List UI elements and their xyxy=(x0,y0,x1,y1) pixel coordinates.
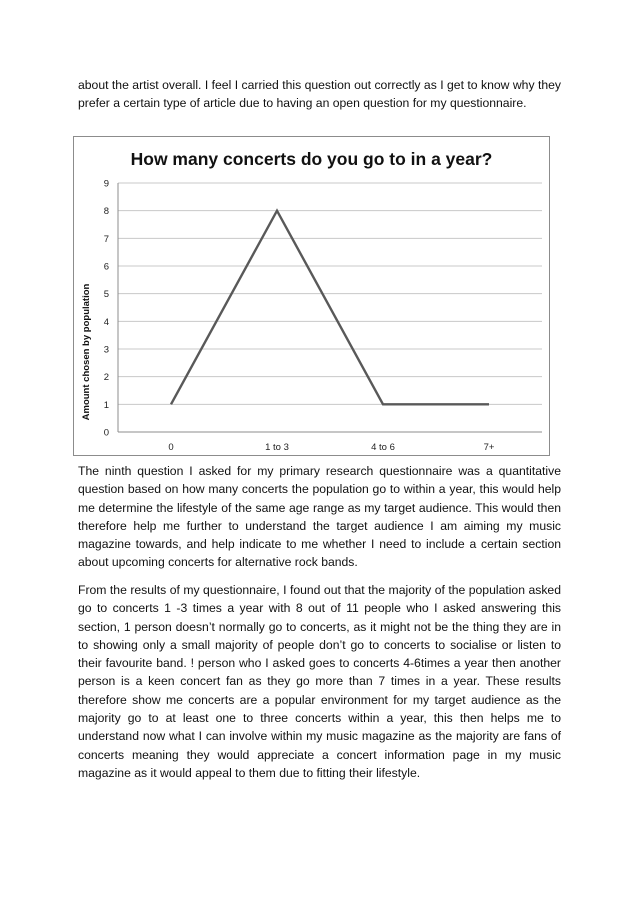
y-tick-label: 4 xyxy=(103,316,109,328)
concerts-chart xyxy=(73,136,550,456)
y-tick-label: 8 xyxy=(103,206,109,218)
y-tick-label: 5 xyxy=(103,289,109,301)
x-tick-label: 4 to 6 xyxy=(371,442,395,453)
y-tick-label: 3 xyxy=(103,344,109,356)
series-line xyxy=(171,211,489,405)
y-tick-label: 9 xyxy=(103,178,109,190)
intro-paragraph: about the artist overall. I feel I carried this question out correctly as I get to know why they prefer a certain type of article due to having an open question for my questionnaire. xyxy=(78,78,561,111)
q9-paragraph: The ninth question I asked for my primary research questionnaire was a quantitative question based on how many concerts the population go to within a year, this would help me determine the lifestyle of the same age range as my target audience. This would then therefore help me further to understand the target audience I am aiming my music magazine towards, and help indicate to me whether I need to include a certain section about upcoming concerts for alternative rock bands. xyxy=(78,464,561,570)
y-tick-label: 1 xyxy=(103,399,109,411)
chart-plot-area xyxy=(74,137,551,457)
x-tick-label: 7+ xyxy=(483,442,495,453)
y-tick-label: 0 xyxy=(103,427,109,439)
x-tick-label: 0 xyxy=(168,442,174,453)
y-tick-label: 6 xyxy=(103,261,109,273)
y-tick-label: 2 xyxy=(103,372,109,384)
y-tick-label: 7 xyxy=(103,233,109,245)
x-tick-label: 1 to 3 xyxy=(265,442,289,453)
chart-title: How many concerts do you go to in a year? xyxy=(130,149,493,169)
y-axis-label: Amount chosen by population xyxy=(81,283,92,421)
results-paragraph: From the results of my questionnaire, I found out that the majority of the population asked go to concerts 1 -3 times a year with 8 out of 11 people who I asked answering this section, 1 person doesn’t normally go to concerts, as it might not be the thing they are in to showing only a small majority of people don’t go to concerts to socialise or listen to their favourite band. ! person who I asked goes to concerts 4-6times a year then another person is a keen concert fan as they go more than 7 times in a year. These results therefore show me concerts are a popular environment for my target audience as the majority go to at least one to three concerts within a year, this then helps me to understand now what I can involve within my music magazine as the majority are fans of concerts meaning they would appreciate a concert information page in my music magazine as it would appeal to them due to fitting their lifestyle. xyxy=(78,583,561,780)
